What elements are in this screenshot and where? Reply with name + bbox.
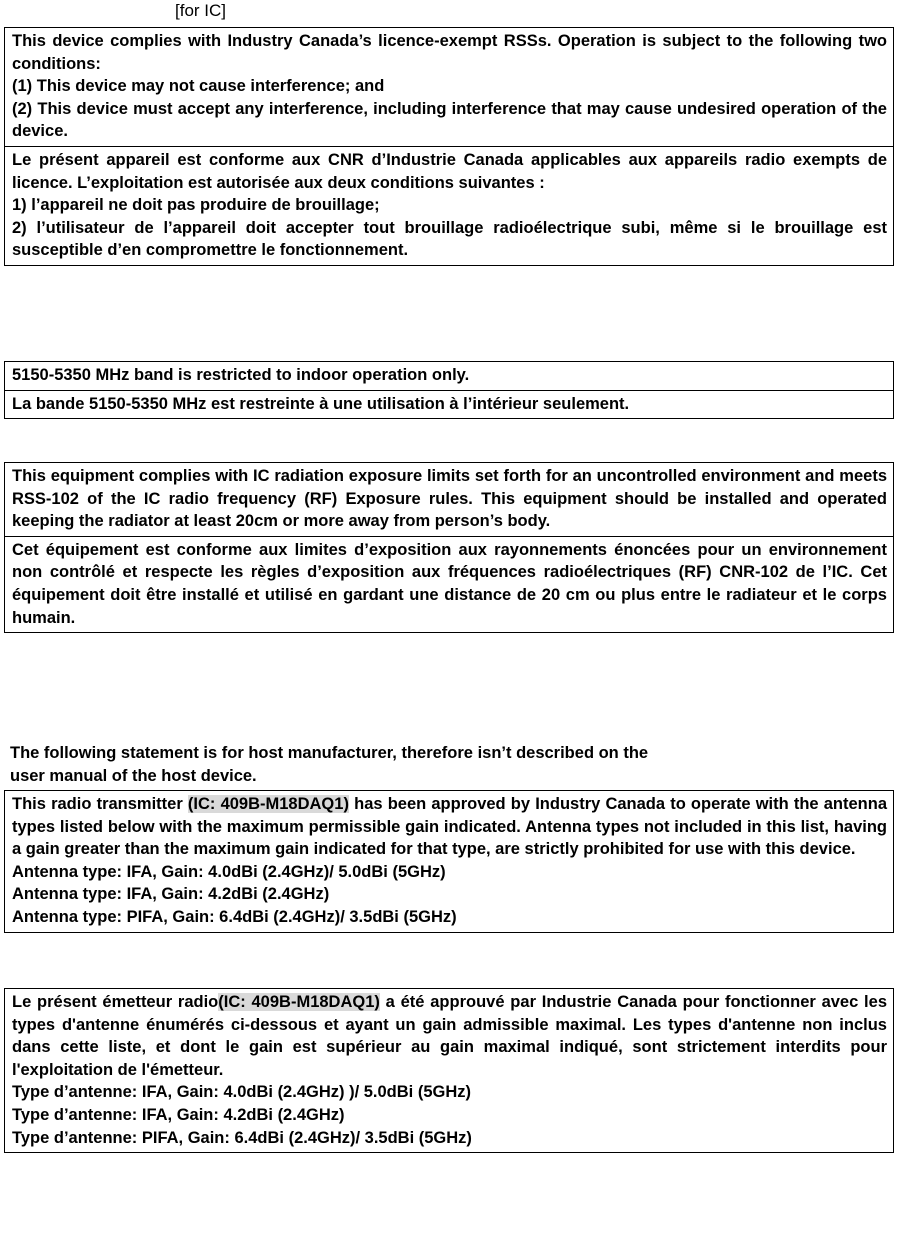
rf-exposure-table — [4, 462, 894, 633]
table-row — [5, 28, 894, 147]
host-statement-fr-suffix: a été approuvé par Industrie Canada pour fonctionner avec les types d'antenne énumérés ci‑dessous et ayant un gain admissible maximal. Les types d'antenne non inclus dans cette liste, et dont le gain est supérieur au gain maximal indiqué, sont strictement interdits pour l'exploitation de l'émetteur. — [12, 993, 887, 1079]
host-manufacturer-note — [10, 742, 880, 788]
antenna-spec-line: Type d’antenne: IFA, Gain: 4.2dBi (2.4GHz) — [12, 1105, 345, 1124]
ic-compliance-english-cell — [5, 28, 894, 147]
rf-exposure-fr-text: Cet équipement est conforme aux limites d’exposition aux rayonnements énoncées pour un environnement non contrôlé et respecte les règles d’exposition aux fréquences radioélectriques (RF) CNR-102 de l’IC. Cet équipement doit être installé et utilisé en gardant une distance de 20 cm ou plus entre le radiateur et le corps humain. — [12, 540, 887, 627]
ic-compliance-en-paragraph-1: This device complies with Industry Canada’s licence-exempt RSSs. Operation is subject to the following two conditions: — [12, 32, 887, 73]
antenna-spec-line: Antenna type: IFA, Gain: 4.2dBi (2.4GHz) — [12, 885, 330, 904]
band-restriction-fr-text: La bande 5150-5350 MHz est restreinte à une utilisation à l’intérieur seulement. — [12, 394, 630, 413]
band-restriction-english-cell — [5, 362, 894, 391]
host-statement-fr-body — [12, 991, 887, 1081]
host-statement-en-body — [12, 793, 887, 861]
host-statement-en-prefix: This radio transmitter — [12, 795, 188, 813]
host-statement-en-ic-id: (IC: 409B-M18DAQ1) — [187, 795, 349, 813]
table-row — [5, 146, 894, 265]
host-note-line-2: user manual of the host device. — [10, 767, 257, 785]
table-row — [5, 463, 894, 537]
antenna-spec-line: Type d’antenne: PIFA, Gain: 6.4dBi (2.4GHz)/ 3.5dBi (5GHz) — [12, 1128, 472, 1147]
rf-exposure-en-text: This equipment complies with IC radiation exposure limits set forth for an uncontrolled environment and meets RSS-102 of the IC radio frequency (RF) Exposure rules. This equipment should be installed and operated keeping the radiator at least 20cm or more away from person’s body. — [12, 467, 887, 531]
table-row — [5, 791, 894, 933]
host-statement-english-table — [4, 790, 894, 933]
host-note-line-1: The following statement is for host manufacturer, therefore isn’t described on the — [10, 744, 649, 762]
table-row — [5, 390, 894, 419]
antenna-spec-line: Antenna type: PIFA, Gain: 6.4dBi (2.4GHz)/ 3.5dBi (5GHz) — [12, 907, 457, 926]
ic-compliance-table — [4, 27, 894, 266]
antenna-spec-line: Antenna type: IFA, Gain: 4.0dBi (2.4GHz)/ 5.0dBi (5GHz) — [12, 862, 446, 881]
host-statement-en-suffix: has been approved by Industry Canada to operate with the antenna types listed below with the maximum permissible gain indicated. Antenna types not included in this list, having a gain greater than the maximum gain indicated for that type, are strictly prohibited for use with this device. — [12, 795, 888, 859]
band-restriction-en-text: 5150-5350 MHz band is restricted to indoor operation only. — [12, 366, 470, 384]
host-statement-fr-ic-id: (IC: 409B-M18DAQ1) — [218, 993, 380, 1011]
table-row — [5, 989, 894, 1153]
antenna-spec-line: Type d’antenne: IFA, Gain: 4.0dBi (2.4GHz) )/ 5.0dBi (5GHz) — [12, 1083, 472, 1102]
host-statement-english-cell — [5, 791, 894, 933]
table-row — [5, 362, 894, 391]
band-restriction-table — [4, 361, 894, 419]
host-statement-french-table — [4, 988, 894, 1153]
ic-compliance-french-cell — [5, 146, 894, 265]
host-statement-fr-prefix: Le présent émetteur radio — [12, 993, 219, 1011]
ic-compliance-fr-paragraph-2: 1) l’appareil ne doit pas produire de brouillage; — [12, 196, 380, 215]
host-statement-french-cell — [5, 989, 894, 1153]
ic-compliance-en-paragraph-3: (2) This device must accept any interference, including interference that may cause undesired operation of the device. — [12, 99, 887, 141]
rf-exposure-english-cell — [5, 463, 894, 537]
ic-compliance-fr-paragraph-1: Le présent appareil est conforme aux CNR d’Industrie Canada applicables aux appareils radio exempts de licence. L’exploitation est autorisée aux deux conditions suivantes : — [12, 150, 887, 192]
band-restriction-french-cell — [5, 390, 894, 419]
page-header-label: [for IC] — [175, 1, 227, 20]
table-row — [5, 536, 894, 632]
ic-compliance-fr-paragraph-3: 2) l’utilisateur de l’appareil doit accepter tout brouillage radioélectrique subi, même si le brouillage est susceptible d’en compromettre le fonctionnement. — [12, 218, 887, 260]
ic-compliance-en-paragraph-2: (1) This device may not cause interference; and — [12, 77, 385, 96]
rf-exposure-french-cell — [5, 536, 894, 632]
